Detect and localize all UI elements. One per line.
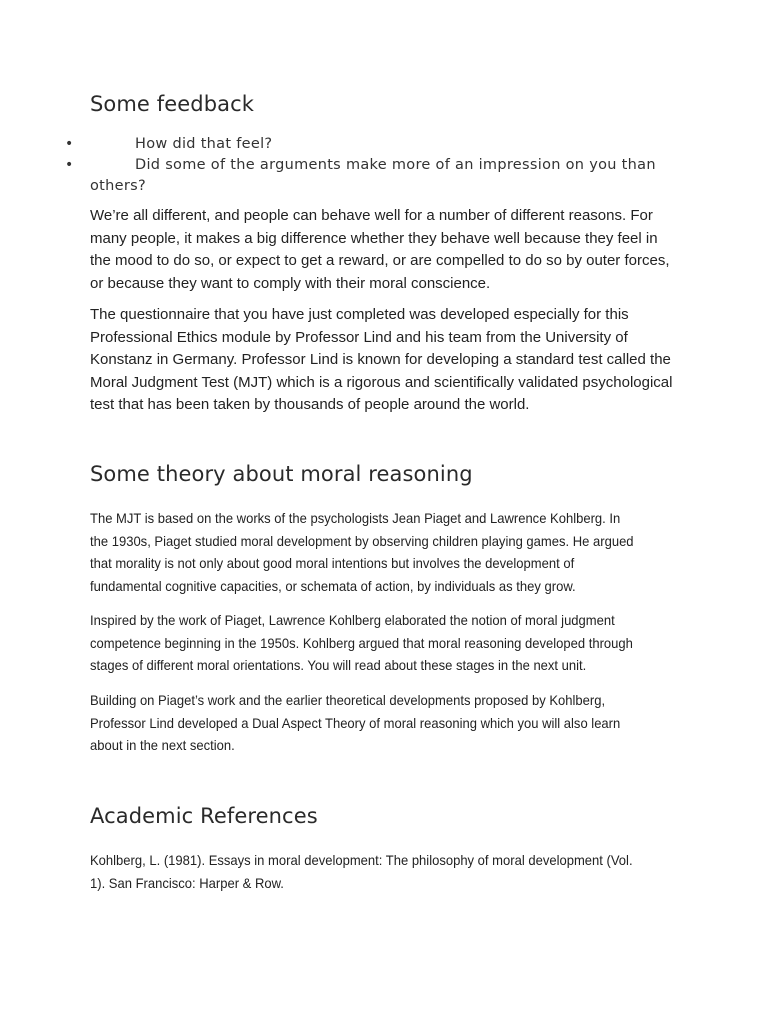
list-item-text: How did that feel?	[135, 136, 273, 152]
section-heading-theory: Some theory about moral reasoning	[90, 462, 473, 486]
bullet-icon: •	[65, 157, 74, 173]
list-item-text: Did some of the arguments make more of an impression on you than others?	[90, 157, 656, 194]
feedback-question-list	[65, 134, 680, 197]
section-heading-feedback: Some feedback	[90, 92, 254, 116]
feedback-paragraph: We’re all different, and people can behave well for a number of different reasons. For many people, it makes a big difference whether they behave well because they feel in the mood to do so, or expect to get a reward, or are compelled to do so by outer forces, or because they want to comply with their moral conscience.	[90, 207, 670, 292]
theory-paragraph: The MJT is based on the works of the psychologists Jean Piaget and Lawrence Kohlberg. In the 1930s, Piaget studied moral development by observing children playing games. He argued that morality is not only about good moral intentions but involves the development of fundamental cognitive capacities, or schemata of action, by individuals as they grow.	[90, 510, 634, 594]
list-item	[65, 155, 680, 197]
section-heading-references: Academic References	[90, 804, 318, 828]
theory-paragraph: Inspired by the work of Piaget, Lawrence Kohlberg elaborated the notion of moral judgment competence beginning in the 1950s. Kohlberg argued that moral reasoning developed through stages of different moral orientations. You will read about these stages in the next unit.	[90, 612, 633, 673]
reference-entry: Kohlberg, L. (1981). Essays in moral development: The philosophy of moral development (Vol. 1). San Francisco: Harper & Row.	[90, 852, 633, 891]
list-item	[65, 134, 680, 155]
bullet-icon: •	[65, 136, 74, 152]
feedback-paragraph: The questionnaire that you have just completed was developed especially for this Professional Ethics module by Professor Lind and his team from the University of Konstanz in Germany. Professor Lind is known for developing a standard test called the Moral Judgment Test (MJT) which is a rigorous and scientifically validated psychological test that has been taken by thousands of people around the world.	[90, 306, 673, 413]
theory-paragraph: Building on Piaget’s work and the earlier theoretical developments proposed by Kohlberg, Professor Lind developed a Dual Aspect Theory of moral reasoning which you will also learn about in the next section.	[90, 692, 621, 753]
